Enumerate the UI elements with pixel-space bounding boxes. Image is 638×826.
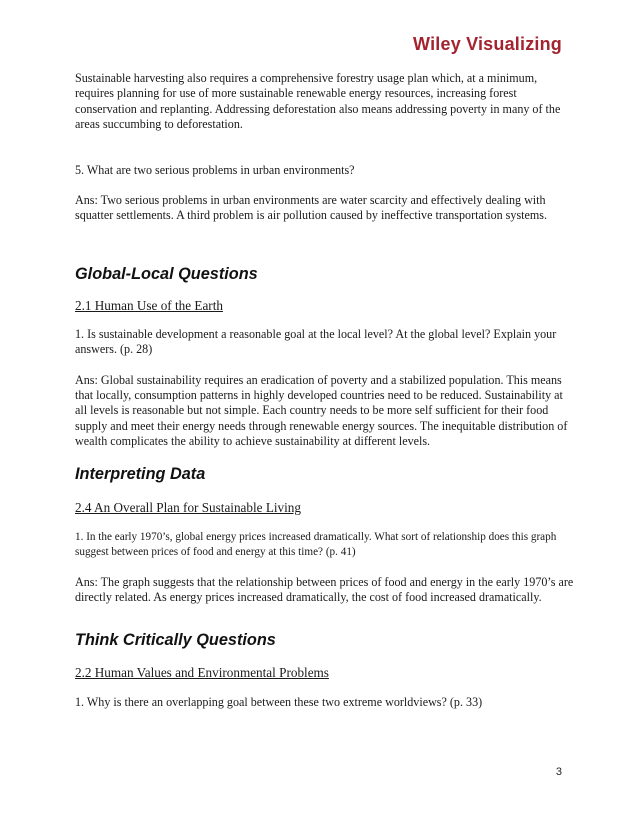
section-heading-interpreting-data: Interpreting Data [75, 464, 206, 483]
document-body [75, 71, 575, 711]
subheading-overall-plan: 2.4 An Overall Plan for Sustainable Living [75, 499, 301, 515]
question-interpreting-1: 1. In the early 1970’s, global energy prices increased dramatically. What sort of relationship does this graph suggest between prices of food and energy at this time? (p. 41) [75, 530, 557, 559]
wiley-visualizing-logo: Wiley Visualizing [413, 34, 562, 54]
answer-5: Ans: Two serious problems in urban environments are water scarcity and effectively dealing with squatter settlements. A third problem is air pollution caused by ineffective transportation systems. [75, 193, 548, 223]
answer-interpreting-1: Ans: The graph suggests that the relationship between prices of food and energy in the early 1970’s are directly related. As energy prices increased dramatically, the cost of food increased dramatically. [75, 574, 574, 604]
question-think-critically-1: 1. Why is there an overlapping goal between these two extreme worldviews? (p. 33) [75, 695, 483, 710]
paragraph-sustainable-harvesting: Sustainable harvesting also requires a comprehensive forestry usage plan which, at a minimum, requires planning for use of more sustainable renewable energy resources, increasing forest conservation and replanting. Addressing deforestation also means addressing poverty in many of the areas succumbing to deforestation. [75, 71, 561, 132]
subheading-human-use-of-earth: 2.1 Human Use of the Earth [75, 297, 223, 313]
subheading-human-values: 2.2 Human Values and Environmental Problems [75, 665, 329, 681]
answer-global-local-1: Ans: Global sustainability requires an eradication of poverty and a stabilized population. This means that locally, consumption patterns in highly developed countries need to be reduced. Sustainability at all levels is reasonable but not simple. Each country needs to be more self sufficient for their food supply and meet their energy needs through renewable energy sources. The inequitable distribution of wealth complicates the ability to achieve sustainability at different levels. [75, 372, 568, 449]
section-heading-think-critically: Think Critically Questions [75, 631, 276, 650]
page-number: 3 [555, 766, 562, 778]
section-heading-global-local: Global-Local Questions [75, 264, 258, 283]
question-global-local-1: 1. Is sustainable development a reasonable goal at the local level? At the global level? Explain your answers. (p. 28) [75, 326, 557, 357]
question-5: 5. What are two serious problems in urban environments? [75, 162, 355, 177]
